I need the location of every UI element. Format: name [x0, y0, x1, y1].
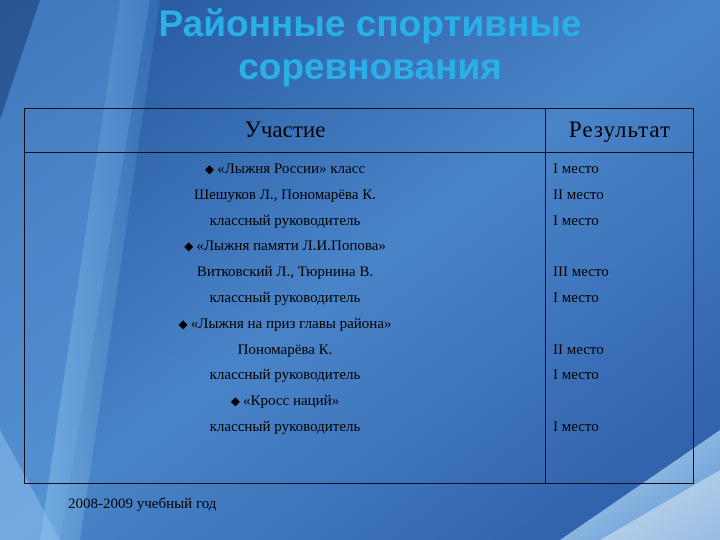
diamond-bullet-icon: ◆: [178, 316, 188, 331]
results-table: [24, 108, 694, 484]
participation-cell: [25, 389, 545, 415]
participation-cell: [25, 415, 545, 441]
participation-cell: [25, 209, 545, 235]
participation-text: Витковский Л., Тюрнина В.: [196, 264, 374, 281]
table-row: [25, 260, 695, 286]
result-cell: I место: [553, 161, 599, 177]
result-cell: I место: [553, 212, 599, 229]
title-line-2: соревнования: [238, 46, 502, 87]
table-row: [25, 415, 695, 441]
participation-cell: [25, 183, 545, 209]
participation-text: Шешуков Л., Пономарёва К.: [194, 186, 376, 203]
participation-cell: [25, 157, 545, 183]
diamond-bullet-icon: ◆: [204, 162, 215, 176]
result-cell: I место: [553, 367, 599, 384]
table-row: [25, 312, 695, 338]
participation-text: классный руководитель: [209, 418, 361, 435]
participation-text: «Лыжня на приз главы района»: [190, 315, 392, 332]
result-cell: II место: [553, 341, 604, 358]
result-cell: III место: [553, 264, 609, 281]
result-cell: II место: [553, 186, 604, 203]
participation-text: классный руководитель: [209, 212, 361, 229]
table-row: [25, 234, 695, 260]
participation-cell: [25, 312, 545, 338]
result-cell: I место: [553, 418, 599, 435]
table-row: [25, 338, 695, 364]
participation-text: классный руководитель: [209, 367, 361, 384]
header-participation: Участие: [244, 117, 326, 142]
slide-title: [90, 2, 650, 88]
participation-text: «Лыжня России» класс: [217, 161, 366, 177]
table-row: [25, 363, 695, 389]
result-cell: I место: [553, 289, 599, 306]
table-row: [25, 389, 695, 415]
table-row: [25, 209, 695, 235]
diamond-bullet-icon: ◆: [230, 394, 240, 409]
header-divider: [25, 152, 693, 153]
diamond-bullet-icon: ◆: [184, 239, 194, 254]
header-result: Результат: [568, 117, 672, 142]
participation-text: «Кросс наций»: [243, 393, 340, 410]
participation-text: Пономарёва К.: [237, 341, 333, 358]
participation-text: классный руководитель: [209, 289, 361, 306]
participation-cell: [25, 363, 545, 389]
participation-cell: [25, 338, 545, 364]
table-row: [25, 286, 695, 312]
table-body: [25, 157, 695, 441]
participation-cell: [25, 234, 545, 260]
title-line-1: Районные спортивные: [158, 3, 582, 44]
table-row: [25, 183, 695, 209]
participation-cell: [25, 260, 545, 286]
table-row: [25, 157, 695, 183]
participation-text: «Лыжня памяти Л.И.Попова»: [196, 238, 386, 255]
school-year-footer: 2008-2009 учебный год: [68, 496, 217, 512]
participation-cell: [25, 286, 545, 312]
